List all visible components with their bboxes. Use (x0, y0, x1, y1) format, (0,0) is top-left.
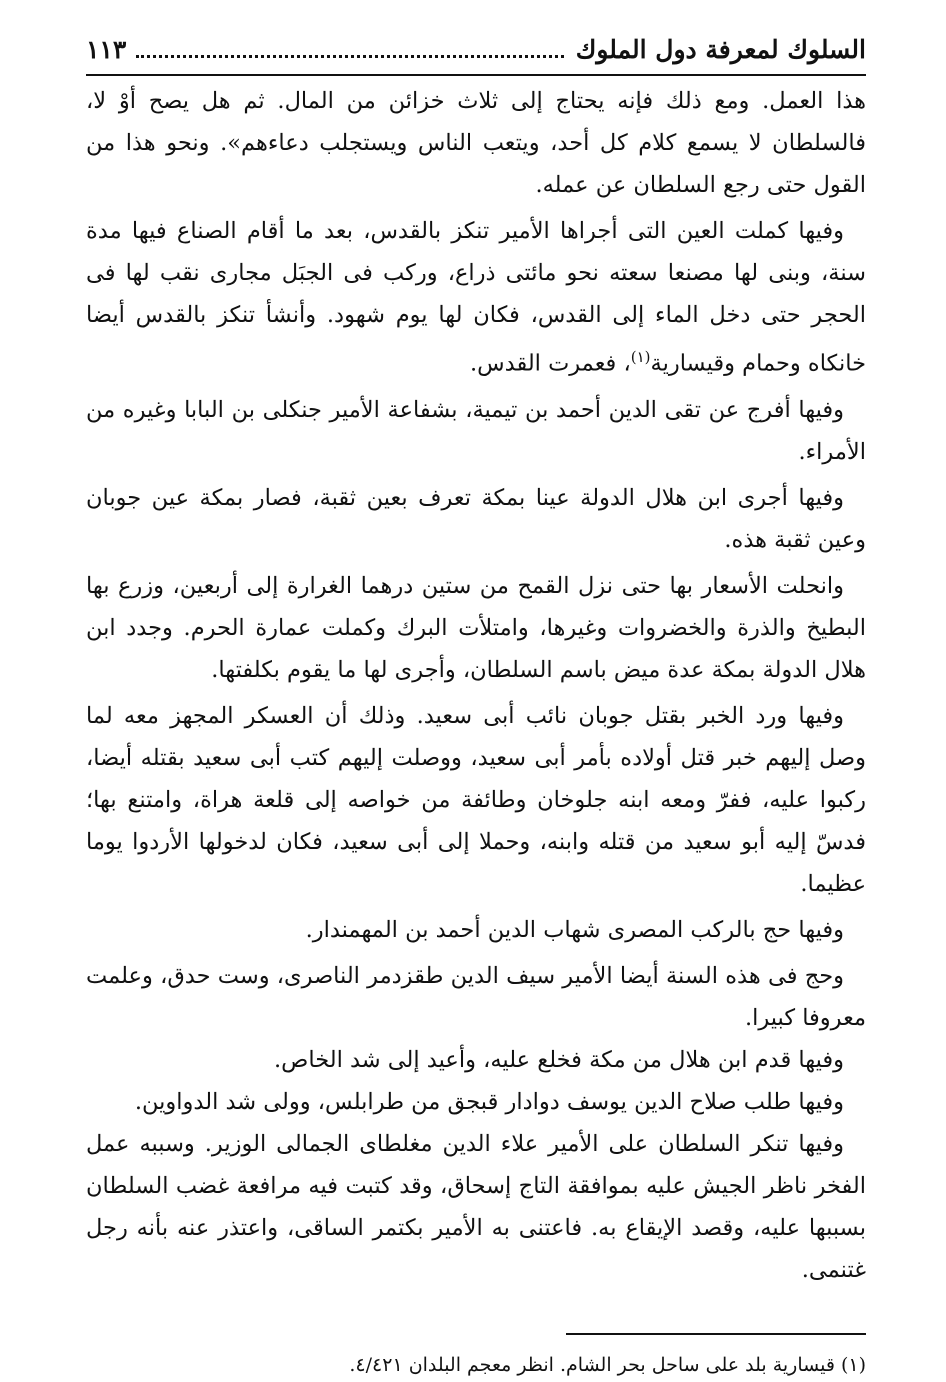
paragraph-11: وفيها تنكر السلطان على الأمير علاء الدين مغلطاى الجمالى الوزير. وسببه عمل الفخر ناظر الجيش عليه بموافقة التاج إسحاق، وقد كتبت فيه مرافعة غضب السلطان بسببها عليه، وقصد الإيقاع به. فاعتنى به الأمير بكتمر الساقى، واعتذر عنه بأنه رجل غتنمى. (86, 1130, 866, 1283)
paragraph-4: وفيها أجرى ابن هلال الدولة عينا بمكة تعرف بعين ثقبة، فصار بمكة عين جوبان وعين ثقبة هذه. (86, 484, 866, 553)
page-number: ١١٣ (86, 35, 127, 64)
book-title: السلوك لمعرفة دول الملوك (575, 35, 866, 64)
header-rule (86, 74, 866, 76)
paragraph-6: وفيها ورد الخبر بقتل جوبان نائب أبى سعيد. وذلك أن العسكر المجهز معه لما وصل إليهم خبر قتل أولاده بأمر أبى سعيد، ووصلت إليهم كتب أبى سعيد بقتله أيضا، ركبوا عليه، ففرّ ومعه ابنه جلوخان وطائفة من خواصه إلى قلعة هراة، وامتنع بها؛ فدسّ إليه أبو سعيد من قتله وابنه، وحملا إلى أبى سعيد، فكان لدخولها الأردوا يوما عظيما. (86, 702, 866, 897)
body-text (86, 80, 866, 1291)
paragraph-9: وفيها قدم ابن هلال من مكة فخلع عليه، وأعيد إلى شد الخاص. (273, 1046, 844, 1073)
paragraph-5: وانحلت الأسعار بها حتى نزل القمح من ستين درهما الغرارة إلى أربعين، وزرع بها البطيخ والذرة والخضروات وغيرها، وامتلأت البرك وكملت عمارة الحرم. وجدد ابن هلال الدولة بمكة عدة ميض باسم السلطان، وأجرى لها ما يقوم بكلفتها. (86, 572, 866, 683)
paragraph-8: وحج فى هذه السنة أيضا الأمير سيف الدين طقزدمر الناصرى، وست حدق، وعلمت معروفا كبيرا. (86, 962, 866, 1031)
header-leader-dots (136, 55, 563, 58)
paragraph-7: وفيها حج بالركب المصرى شهاب الدين أحمد بن المهمندار. (305, 916, 844, 943)
document-page (86, 28, 866, 1381)
footnotes (86, 1349, 866, 1381)
footnote-marker[interactable]: (١) (630, 348, 651, 366)
footnote-rule (566, 1333, 866, 1335)
paragraph-1: هذا العمل. ومع ذلك فإنه يحتاج إلى ثلاث خزائن من المال. ثم هل يصح أوْ لا، فالسلطان لا يسمع كلام كل أحد، ويتعب الناس ويستجلب دعاءهم». ونحو هذا من القول حتى رجع السلطان عن عمله. (86, 88, 866, 198)
running-header (86, 28, 866, 72)
paragraph-2: وفيها كملت العين التى أجراها الأمير تنكز بالقدس، بعد ما أقام الصناع فيها مدة سنة، وبنى لها مصنعا سعته نحو مائتى ذراع، وركب فى الجبَل مجارى نقب لها فى الحجر حتى دخل الماء إلى القدس، فكان لها يوم شهود. وأنشأ تنكز بالقدس أيضا خانكاه وحمام وقيسارية$^{(١)}$، فعمرت القدس. (86, 218, 866, 377)
paragraph-3: وفيها أفرج عن تقى الدين أحمد بن تيمية، بشفاعة الأمير جنكلى بن البابا وغيره من الأمراء. (86, 396, 866, 465)
paragraph-10: وفيها طلب صلاح الدين يوسف دوادار قبجق من طرابلس، وولى شد الدواوين. (134, 1088, 844, 1115)
footnote-1: (١) قيسارية بلد على ساحل بحر الشام. انظر معجم البلدان ٤/٤٢١. (349, 1353, 866, 1376)
